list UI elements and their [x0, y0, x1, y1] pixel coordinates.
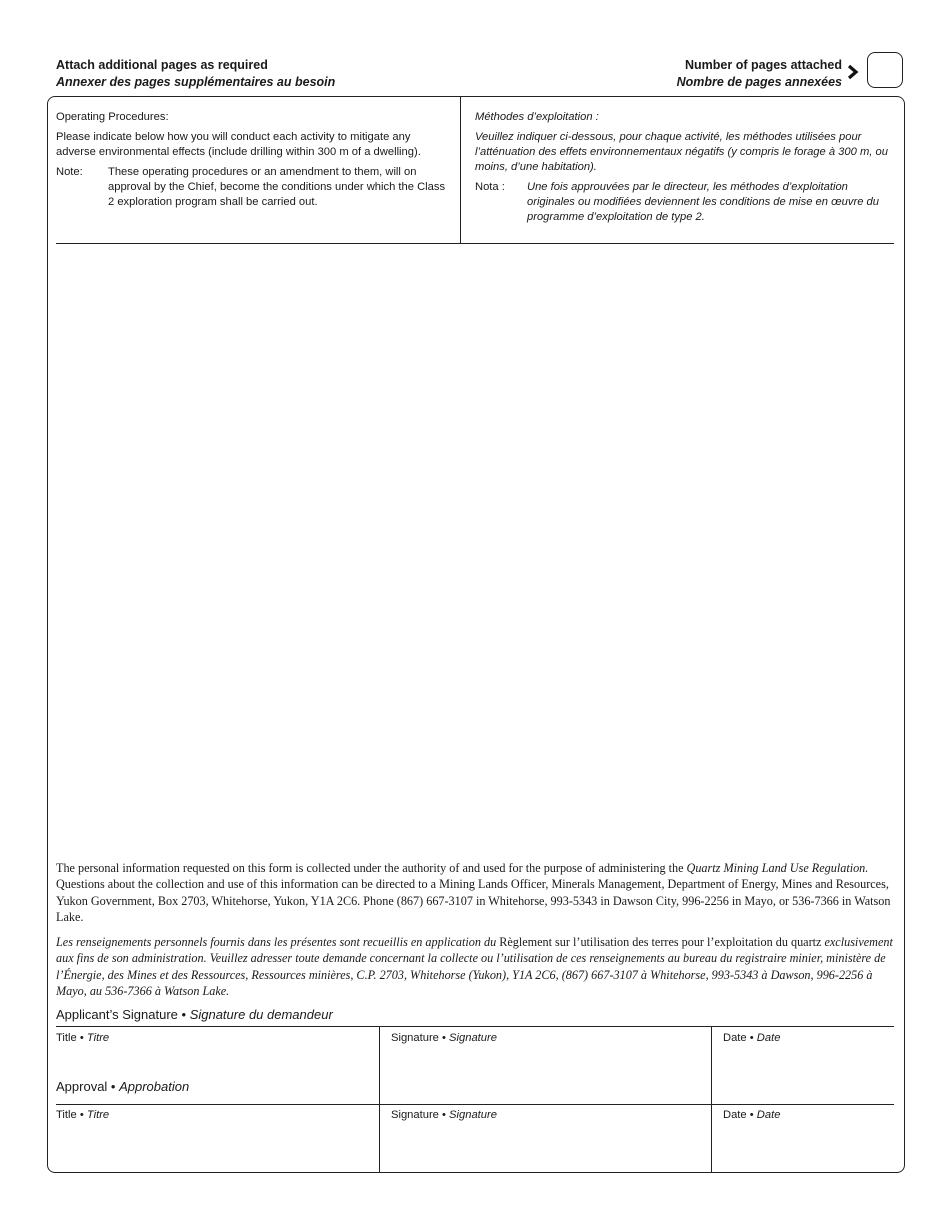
- nota-fr: [475, 180, 895, 225]
- applicant-signature-heading: [56, 1007, 333, 1022]
- nota-label: Nota :: [475, 181, 505, 193]
- pages-attached-input[interactable]: [867, 52, 903, 88]
- chevron-right-icon: [846, 62, 860, 82]
- approval-row-line: [56, 1104, 894, 1105]
- applicant-date-field[interactable]: [723, 1032, 780, 1044]
- applicant-heading-fr: Signature du demandeur: [189, 1007, 333, 1022]
- separator: •: [177, 1007, 190, 1022]
- approval-signature-field[interactable]: [391, 1109, 497, 1121]
- date-label-fr: Date: [756, 1109, 781, 1121]
- separator: •: [76, 1032, 87, 1044]
- privacy-en: [56, 860, 896, 925]
- separator: •: [438, 1032, 450, 1044]
- applicant-row-line: [56, 1026, 894, 1027]
- operating-procedures-title: Operating Procedures:: [56, 111, 169, 123]
- separator: •: [76, 1109, 87, 1121]
- methodes-body: Veuillez indiquer ci-dessous, pour chaque activité, les méthodes utilisées pour l’atténuation des effets environnementaux négatifs (y compris le forage à 300 m, ou moins, d’une habitation).: [475, 131, 888, 173]
- applicant-title-field[interactable]: [56, 1032, 109, 1044]
- note-en: [56, 165, 452, 210]
- instructions-divider: [56, 243, 894, 244]
- privacy-en-regulation: Quartz Mining Land Use Regulation.: [686, 861, 869, 875]
- date-label-en: Date: [723, 1109, 747, 1121]
- note-text: These operating procedures or an amendment to them, will on approval by the Chief, become the conditions under which the Class 2 exploration program shall be carried out.: [108, 166, 446, 208]
- separator: •: [438, 1109, 450, 1121]
- column-divider: [460, 97, 461, 244]
- approval-heading-fr: Approbation: [119, 1079, 190, 1094]
- methodes-title: Méthodes d’exploitation :: [475, 111, 599, 123]
- signature-label-fr: Signature: [449, 1032, 497, 1044]
- operating-procedures-body: Please indicate below how you will conduct each activity to mitigate any adverse environmental effects (include drilling within 300 m of a dwelling).: [56, 131, 421, 158]
- signature-label-en: Signature: [391, 1032, 439, 1044]
- privacy-fr-regulation: Règlement sur l’utilisation des terres pour l’exploitation du quartz: [499, 935, 822, 950]
- privacy-fr: [56, 934, 896, 999]
- applicant-signature-field[interactable]: [391, 1032, 497, 1044]
- privacy-fr-text-1: Les renseignements personnels fournis dans les présentes sont recueillis en application du: [56, 935, 500, 950]
- title-label-fr: Titre: [86, 1109, 110, 1121]
- approval-title-field[interactable]: [56, 1109, 109, 1121]
- signature-label-en: Signature: [391, 1109, 439, 1121]
- title-label-en: Title: [56, 1032, 77, 1044]
- approval-heading: [56, 1079, 189, 1094]
- privacy-fr-text-2: exclusivement aux fins de son administration. Veuillez adresser toute demande concernant la collecte ou l’utilisation de ces renseignements au bureau du registraire minier, ministère de l’Énergie, des Mines et des Ressources, Ressources minières, C.P. 2703, Whitehorse (Yukon), Y1A 2C6, (867) 667-3107 à Whitehorse, 993-5343 à Dawson, 996-2256 à Mayo, au 536-7366 à Watson Lake.: [56, 935, 893, 999]
- privacy-en-text-1: The personal information requested on this form is collected under the authority of and used for the purpose of administering the: [56, 861, 687, 875]
- pages-attached-fr: Nombre de pages annexées: [676, 75, 842, 89]
- instructions-fr: [475, 110, 895, 225]
- date-label-en: Date: [723, 1032, 747, 1044]
- note-label: Note:: [56, 166, 83, 178]
- operating-procedures-textarea[interactable]: [56, 250, 894, 850]
- title-label-en: Title: [56, 1109, 77, 1121]
- separator: •: [746, 1032, 757, 1044]
- date-label-fr: Date: [756, 1032, 781, 1044]
- separator: •: [107, 1079, 120, 1094]
- instructions-en: [56, 110, 452, 210]
- pages-attached-label: [677, 57, 842, 91]
- approval-heading-en: Approval: [56, 1079, 108, 1094]
- nota-text: Une fois approuvées par le directeur, les méthodes d’exploitation originales ou modifiées deviennent les conditions de mise en œuvre du programme d’exploitation de type 2.: [527, 181, 879, 223]
- separator: •: [746, 1109, 757, 1121]
- pages-attached-en: Number of pages attached: [685, 58, 842, 72]
- privacy-en-text-2: Questions about the collection and use of this information can be directed to a Mining Lands Officer, Minerals Management, Department of Energy, Mines and Resources, Yukon Government, Box 2703, Whitehorse, Yukon, Y1A 2C6. Phone (867) 667-3107 in Whitehorse, 993-5343 in Dawson City, 996-2256 in Mayo, or 536-7366 in Watson Lake.: [56, 877, 891, 924]
- attach-pages-fr: Annexer des pages supplémentaires au besoin: [56, 75, 336, 89]
- title-label-fr: Titre: [86, 1032, 110, 1044]
- cell-divider-2: [711, 1026, 712, 1172]
- applicant-heading-en: Applicant’s Signature: [56, 1007, 178, 1022]
- signature-label-fr: Signature: [449, 1109, 497, 1121]
- privacy-notice: [56, 860, 896, 1008]
- attach-pages-header: [56, 57, 335, 91]
- cell-divider-1: [379, 1026, 380, 1172]
- attach-pages-en: Attach additional pages as required: [56, 58, 268, 72]
- approval-date-field[interactable]: [723, 1109, 780, 1121]
